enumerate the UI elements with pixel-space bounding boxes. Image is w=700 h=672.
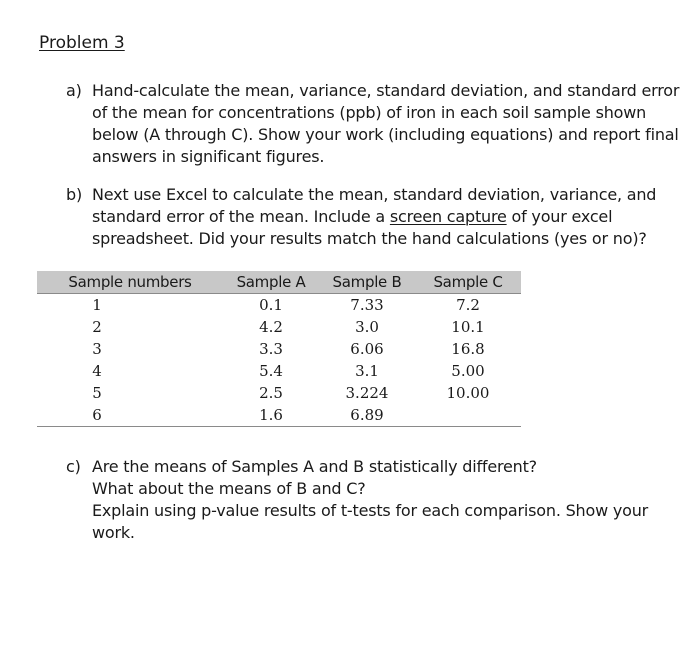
- cell-sample-a: 3.3: [259, 340, 283, 358]
- header-sample-a: Sample A: [223, 271, 319, 294]
- cell-sample-a: 4.2: [259, 318, 283, 336]
- question-c-text: [92, 456, 686, 544]
- question-a: [66, 80, 686, 168]
- cell-sample-b: 3.0: [355, 318, 379, 336]
- question-a-marker: a): [66, 81, 82, 100]
- question-c-line-3: Explain using p-value results of t-tests for each comparison. Show your work.: [92, 501, 649, 542]
- cell-sample-b: 6.06: [350, 340, 384, 358]
- cell-sample-number: 6: [37, 404, 223, 427]
- table-row: [37, 316, 521, 338]
- cell-sample-number: 3: [92, 340, 102, 358]
- question-c-line-1: Are the means of Samples A and B statistically different?: [92, 457, 537, 476]
- cell-sample-c: 10.1: [451, 318, 485, 336]
- table-row: [37, 382, 521, 404]
- cell-sample-c: 10.00: [446, 384, 490, 402]
- header-sample-c: Sample C: [415, 271, 521, 294]
- cell-sample-a: 1.6: [223, 404, 319, 427]
- table-row: [37, 338, 521, 360]
- header-sample-numbers: Sample numbers: [37, 271, 223, 294]
- cell-sample-a: 0.1: [259, 296, 283, 314]
- question-c: [66, 456, 686, 544]
- question-a-text: Hand-calculate the mean, variance, standard deviation, and standard error of the mean for concentrations (ppb) of iron in each soil sample shown below (A through C). Show your work (including equations) and report final answers in significant figures.: [92, 81, 680, 166]
- table-row: [37, 294, 521, 317]
- table-header-row: [37, 271, 521, 294]
- header-sample-b: Sample B: [319, 271, 415, 294]
- cell-sample-number: 2: [92, 318, 102, 336]
- question-b-text-after: of your excel spreadsheet. Did your results match the hand calculations (yes or no)?: [92, 207, 647, 248]
- cell-sample-number: 1: [92, 296, 102, 314]
- cell-sample-c: [415, 404, 521, 427]
- cell-sample-c: 16.8: [451, 340, 485, 358]
- cell-sample-a: 5.4: [259, 362, 283, 380]
- cell-sample-b: 3.1: [355, 362, 379, 380]
- table-row: [37, 360, 521, 382]
- question-b: [66, 184, 686, 250]
- question-b-text: [92, 184, 686, 250]
- cell-sample-b: 6.89: [319, 404, 415, 427]
- cell-sample-c: 7.2: [456, 296, 480, 314]
- question-c-marker: c): [66, 457, 81, 476]
- screen-capture-link[interactable]: screen capture: [389, 207, 507, 226]
- cell-sample-number: 5: [92, 384, 102, 402]
- cell-sample-a: 2.5: [259, 384, 283, 402]
- cell-sample-b: 7.33: [350, 296, 384, 314]
- cell-sample-number: 4: [92, 362, 102, 380]
- iron-concentration-table: [37, 271, 521, 427]
- cell-sample-b: 3.224: [345, 384, 389, 402]
- question-b-text-before: Next use Excel to calculate the mean, standard deviation, variance, and standard error of the mean. Include a: [92, 185, 657, 226]
- cell-sample-c: 5.00: [451, 362, 485, 380]
- table-row: [37, 404, 521, 427]
- question-c-line-2: What about the means of B and C?: [92, 479, 366, 498]
- question-b-marker: b): [66, 185, 82, 204]
- problem-title: Problem 3: [39, 33, 125, 53]
